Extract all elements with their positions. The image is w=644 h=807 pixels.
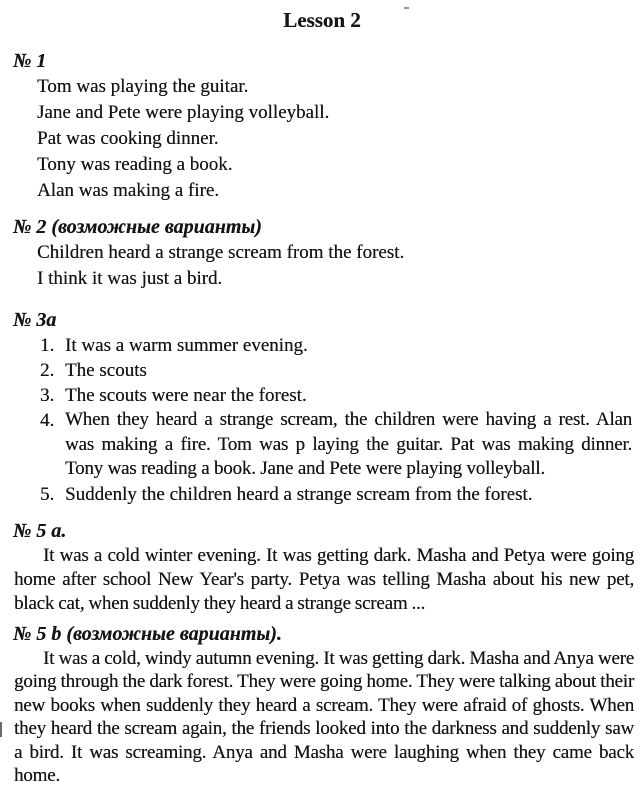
- section-no-2: [0, 216, 644, 292]
- text-line: Jane and Pete were playing volleyball.: [37, 102, 330, 123]
- section-heading: № 2 (возможные варианты): [13, 216, 262, 238]
- text-line: Alan was making a fire.: [37, 180, 220, 201]
- list-item-number: 5.: [40, 483, 55, 505]
- list-item-text: Suddenly the children heard a strange scream from the forest.: [65, 483, 533, 505]
- list-item-number: 2.: [40, 360, 55, 381]
- list-item-number: 1.: [40, 335, 55, 356]
- paragraph: It was a cold winter evening. It was getting dark. Masha and Petya were going home after school New Year's party. Petya was telling Masha about his new pet, black cat, when suddenly they heard a strange scream ...: [14, 544, 634, 614]
- list-item-text: When they heard a strange scream, the children were having a rest. Alan was making a fire. Tom was p laying the guitar. Pat was making dinner. Tony was reading a book. Jane and Pete were playing volleyball.: [65, 409, 632, 479]
- scan-artifact: [404, 7, 409, 9]
- text-line: Tony was reading a book.: [37, 154, 233, 175]
- section-no-5b: [0, 623, 644, 788]
- list-item-number: 4.: [40, 410, 55, 431]
- page-title: Lesson 2: [283, 8, 361, 32]
- list-item-number: 3.: [40, 385, 55, 406]
- text-line: Pat was cooking dinner.: [37, 128, 219, 149]
- list-item: [40, 482, 632, 507]
- text-line: Tom was playing the guitar.: [37, 76, 249, 97]
- list-item: [40, 333, 632, 358]
- list-item-text: The scouts: [65, 360, 147, 381]
- section-heading: № 5 b (возможные варианты).: [13, 622, 282, 645]
- section-no-3a: [0, 309, 644, 507]
- section-no-5a: [0, 520, 644, 616]
- section-heading: № 3a: [13, 309, 57, 331]
- list-item-text: It was a warm summer evening.: [65, 335, 308, 356]
- list-item: [40, 408, 632, 482]
- list-item: [40, 358, 632, 383]
- paragraph: It was a cold, windy autumn evening. It was getting dark. Masha and Anya were going through the dark forest. They were going home. They were talking about their new books when suddenly they heard a scream. They were afraid of ghosts. When they heard the scream again, the friends looked into the darkness and suddenly saw a bird. It was screaming. Anya and Masha were laughing when they came back home.: [14, 647, 634, 786]
- section-heading: № 5 a.: [13, 519, 67, 542]
- text-line: Children heard a strange scream from the forest.: [37, 242, 405, 263]
- scan-artifact: [0, 722, 2, 737]
- section-no-1: [0, 50, 644, 204]
- section-heading: № 1: [13, 50, 47, 72]
- text-line: I think it was just a bird.: [37, 268, 223, 289]
- list-item-text: The scouts were near the forest.: [65, 385, 307, 406]
- list-item: [40, 383, 632, 408]
